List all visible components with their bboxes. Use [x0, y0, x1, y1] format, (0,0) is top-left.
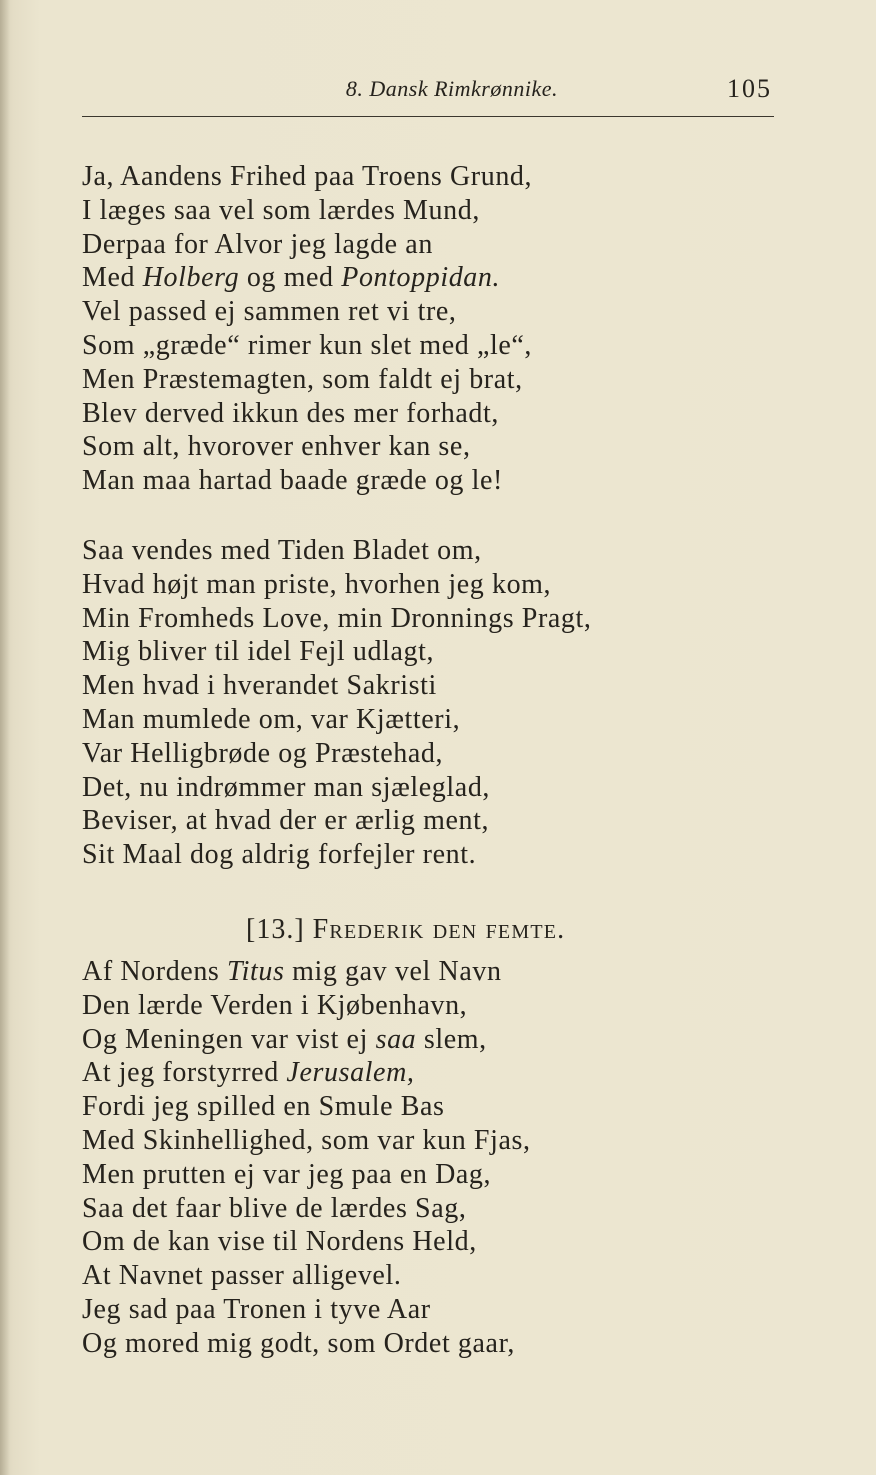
verse-line	[82, 669, 592, 703]
page-gutter-shadow	[0, 0, 10, 1475]
verse-text: Med Skinhellighed, som var kun Fjas,	[82, 1124, 531, 1156]
verse-text: Saa det faar blive de lærdes Sag,	[82, 1192, 467, 1224]
section-title: Frederik den femte.	[312, 914, 566, 945]
verse-line	[82, 1225, 531, 1259]
verse-line	[82, 635, 592, 669]
verse-text: Fordi jeg spilled en Smule Bas	[82, 1091, 445, 1123]
verse-line	[82, 160, 532, 194]
verse-line	[82, 1023, 531, 1057]
verse-text: Blev derved ikkun des mer forhadt,	[82, 397, 499, 429]
verse-italic-text: Pontoppidan.	[341, 262, 501, 294]
verse-text: Jeg sad paa Tronen i tyve Aar	[82, 1293, 431, 1325]
verse-text: Man mumlede om, var Kjætteri,	[82, 703, 461, 735]
verse-line	[82, 838, 592, 872]
verse-line	[82, 1327, 531, 1361]
verse-line	[82, 228, 532, 262]
verse-text: Var Helligbrøde og Præstehad,	[82, 737, 444, 769]
verse-text: Men prutten ej var jeg paa en Dag,	[82, 1158, 492, 1190]
verse-text: Mig bliver til idel Fejl udlagt,	[82, 636, 435, 668]
verse-text: Saa vendes med Tiden Bladet om,	[82, 535, 482, 566]
verse-text: At Navnet passer alligevel.	[82, 1260, 402, 1292]
verse-line	[82, 397, 532, 431]
running-title: 8. Dansk Rimkrønnike.	[345, 76, 558, 101]
verse-line	[82, 737, 592, 771]
verse-text: Man maa hartad baade græde og le!	[82, 465, 503, 497]
verse-line	[82, 1259, 531, 1293]
verse-line	[82, 329, 532, 363]
verse-text: Hvad højt man priste, hvorhen jeg kom,	[82, 568, 552, 600]
verse-line	[82, 955, 531, 989]
verse-text: Beviser, at hvad der er ærlig ment,	[82, 805, 490, 837]
verse-italic-text: saa	[375, 1023, 417, 1055]
verse-text: Men Præstemagten, som faldt ej brat,	[82, 363, 523, 395]
verse-line	[82, 1056, 531, 1090]
verse-text: Det, nu indrømmer man sjæleglad,	[82, 771, 491, 803]
page-number: 105	[727, 74, 772, 103]
verse-text: Ja, Aandens Frihed paa Troens Grund,	[82, 161, 533, 192]
verse-text: Og mored mig godt, som Ordet gaar,	[82, 1327, 515, 1359]
verse-line	[82, 295, 532, 329]
verse-text: Om de kan vise til Nordens Held,	[82, 1226, 477, 1258]
stanza	[82, 955, 531, 1361]
verse-italic-text: Jerusalem,	[286, 1057, 415, 1089]
verse-line	[82, 464, 532, 498]
verse-text: Sit Maal dog aldrig forfejler rent.	[82, 839, 477, 871]
verse-line	[82, 1293, 531, 1327]
verse-text: og med	[239, 262, 342, 294]
verse-line	[82, 1124, 531, 1158]
verse-italic-text: Holberg	[142, 262, 240, 294]
stanza	[82, 534, 592, 872]
section-heading	[246, 913, 565, 946]
verse-line	[82, 1192, 531, 1226]
verse-text: Af Nordens	[82, 956, 228, 987]
verse-line	[82, 430, 532, 464]
verse-line	[82, 534, 592, 568]
verse-line	[82, 363, 532, 397]
verse-text: At jeg forstyrred	[82, 1057, 287, 1089]
verse-line	[82, 703, 592, 737]
verse-line	[82, 568, 592, 602]
verse-line	[82, 261, 532, 295]
verse-text: Med	[82, 262, 143, 294]
verse-line	[82, 1090, 531, 1124]
verse-line	[82, 804, 592, 838]
verse-line	[82, 771, 592, 805]
verse-text: I læges saa vel som lærdes Mund,	[82, 194, 480, 226]
verse-text: Som „græde“ rimer kun slet med „le“,	[82, 329, 533, 361]
header-rule	[82, 116, 774, 117]
verse-line	[82, 194, 532, 228]
section-number: [13.]	[246, 914, 305, 945]
verse-line	[82, 989, 531, 1023]
verse-text: Den lærde Verden i Kjøbenhavn,	[82, 989, 468, 1021]
verse-text: Vel passed ej sammen ret vi tre,	[82, 296, 457, 328]
verse-text: slem,	[416, 1023, 487, 1055]
verse-text: Min Fromheds Love, min Dronnings Pragt,	[82, 602, 592, 634]
verse-text: Derpaa for Alvor jeg lagde an	[82, 228, 433, 260]
verse-text: Men hvad i hverandet Sakristi	[82, 670, 437, 702]
verse-line	[82, 602, 592, 636]
verse-text: Og Meningen var vist ej	[82, 1023, 376, 1055]
verse-line	[82, 1158, 531, 1192]
verse-text: Som alt, hvorover enhver kan se,	[82, 431, 471, 463]
running-header	[0, 64, 876, 104]
stanza	[82, 160, 532, 498]
verse-text: mig gav vel Navn	[284, 956, 502, 987]
verse-italic-text: Titus	[227, 956, 285, 987]
